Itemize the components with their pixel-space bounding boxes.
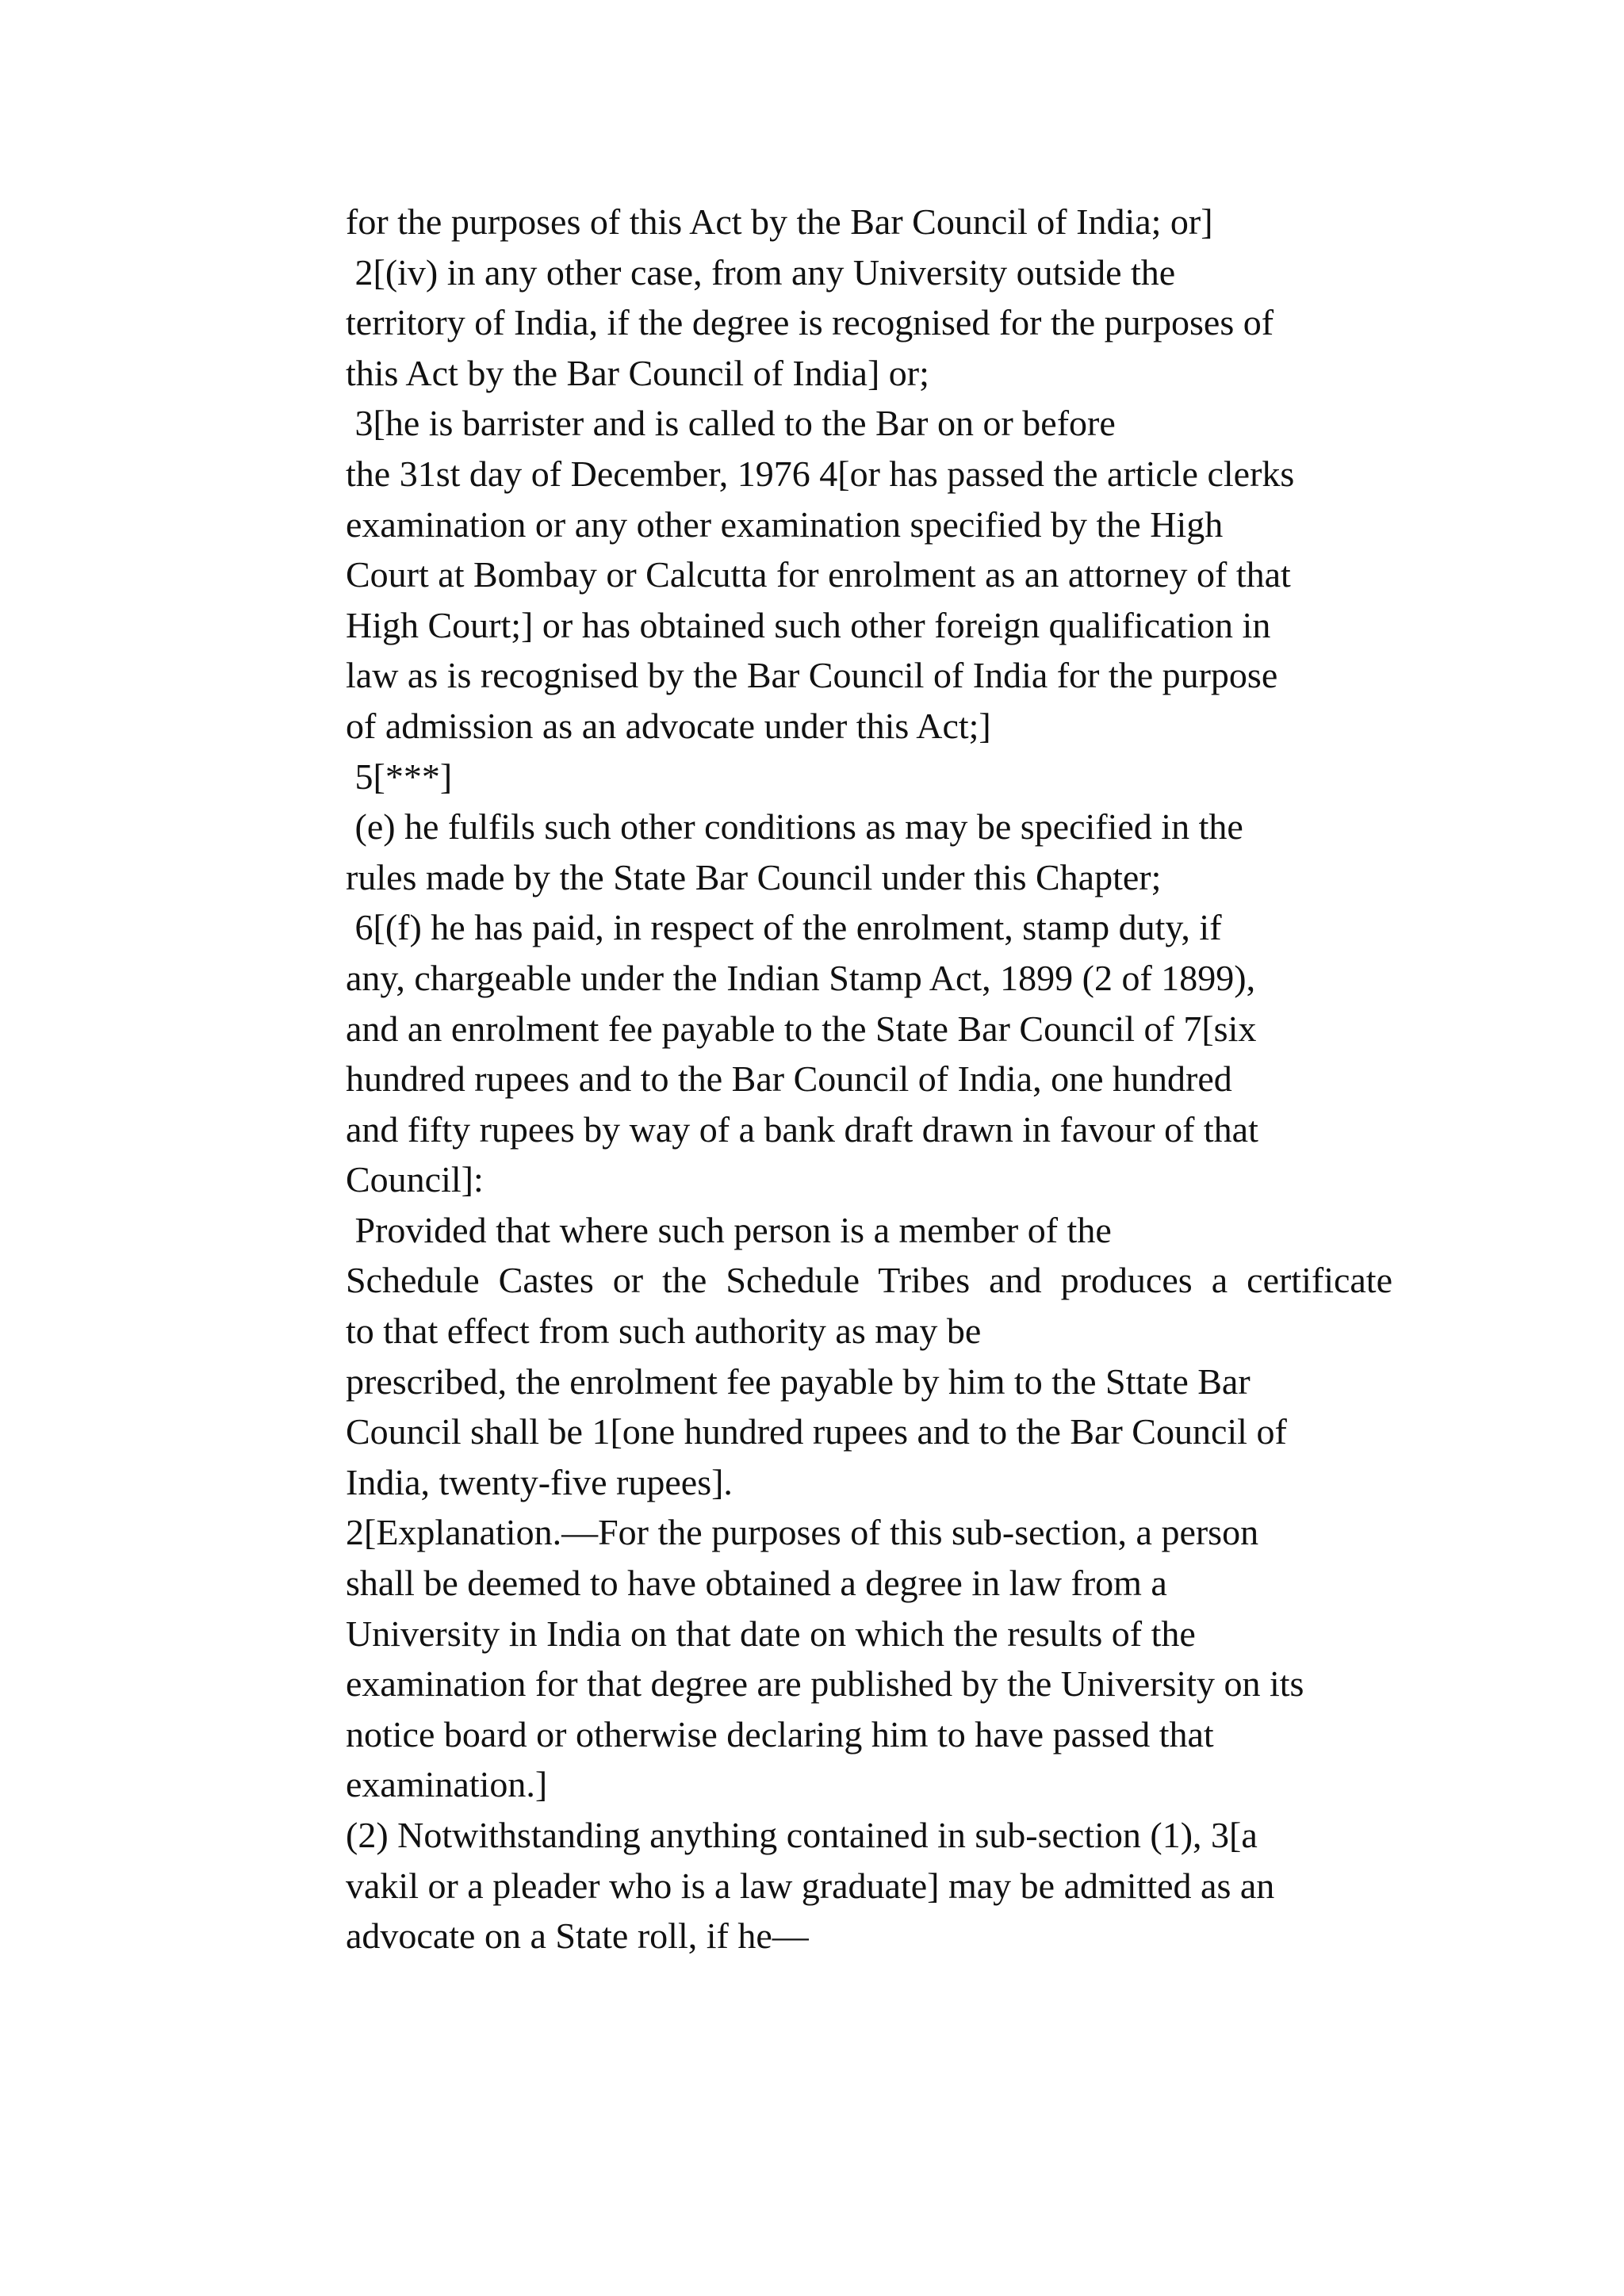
text-line: University in India on that date on which the results of the (346, 1613, 1196, 1654)
text-line: the 31st day of December, 1976 4[or has passed the article clerks (346, 453, 1295, 494)
text-line: hundred rupees and to the Bar Council of India, one hundred (346, 1058, 1232, 1100)
text-line: and an enrolment fee payable to the State Bar Council of 7[six (346, 1008, 1257, 1049)
text-line: notice board or otherwise declaring him to have passed that (346, 1713, 1214, 1755)
text-line: Provided that where such person is a member of the (346, 1209, 1112, 1250)
text-line: for the purposes of this Act by the Bar Council of India; or] (346, 201, 1213, 242)
text-line: prescribed, the enrolment fee payable by him to the Sttate Bar (346, 1360, 1251, 1402)
text-line: examination or any other examination specified by the High (346, 503, 1224, 545)
text-line: Schedule Castes or the Schedule Tribes and produces a certificate (346, 1260, 1392, 1301)
text-line: to that effect from such authority as may be (346, 1311, 982, 1352)
text-line: 6[(f) he has paid, in respect of the enrolment, stamp duty, if (346, 907, 1222, 948)
text-line: Council shall be 1[one hundred rupees and to the Bar Council of (346, 1411, 1287, 1452)
text-line: Council]: (346, 1159, 484, 1200)
text-line: 2[Explanation.—For the purposes of this sub-section, a person (346, 1512, 1259, 1553)
text-line: vakil or a pleader who is a law graduate] may be admitted as an (346, 1865, 1275, 1906)
text-line: High Court;] or has obtained such other foreign qualification in (346, 604, 1271, 645)
text-line: 5[***] (346, 756, 453, 797)
text-line: and fifty rupees by way of a bank draft drawn in favour of that (346, 1108, 1258, 1150)
text-line: 2[(iv) in any other case, from any University outside the (346, 251, 1176, 293)
text-line: (e) he fulfils such other conditions as may be specified in the (346, 806, 1243, 848)
text-line: law as is recognised by the Bar Council of India for the purpose (346, 655, 1278, 696)
text-line: India, twenty-five rupees]. (346, 1461, 733, 1502)
text-line: examination.] (346, 1764, 548, 1805)
text-line: rules made by the State Bar Council under this Chapter; (346, 856, 1162, 897)
text-line: Court at Bombay or Calcutta for enrolment as an attorney of that (346, 554, 1291, 595)
text-line: of admission as an advocate under this Act;] (346, 705, 991, 746)
text-line: any, chargeable under the Indian Stamp Act, 1899 (2 of 1899), (346, 957, 1256, 998)
text-line: shall be deemed to have obtained a degree in law from a (346, 1563, 1167, 1604)
text-line: territory of India, if the degree is recognised for the purposes of (346, 302, 1274, 343)
text-line: 3[he is barrister and is called to the Bar on or before (346, 403, 1116, 444)
text-line: this Act by the Bar Council of India] or; (346, 352, 929, 393)
document-body (346, 197, 1392, 1961)
text-line: examination for that degree are published by the University on its (346, 1663, 1304, 1705)
text-line: advocate on a State roll, if he— (346, 1915, 809, 1957)
text-line: (2) Notwithstanding anything contained in sub-section (1), 3[a (346, 1815, 1258, 1855)
